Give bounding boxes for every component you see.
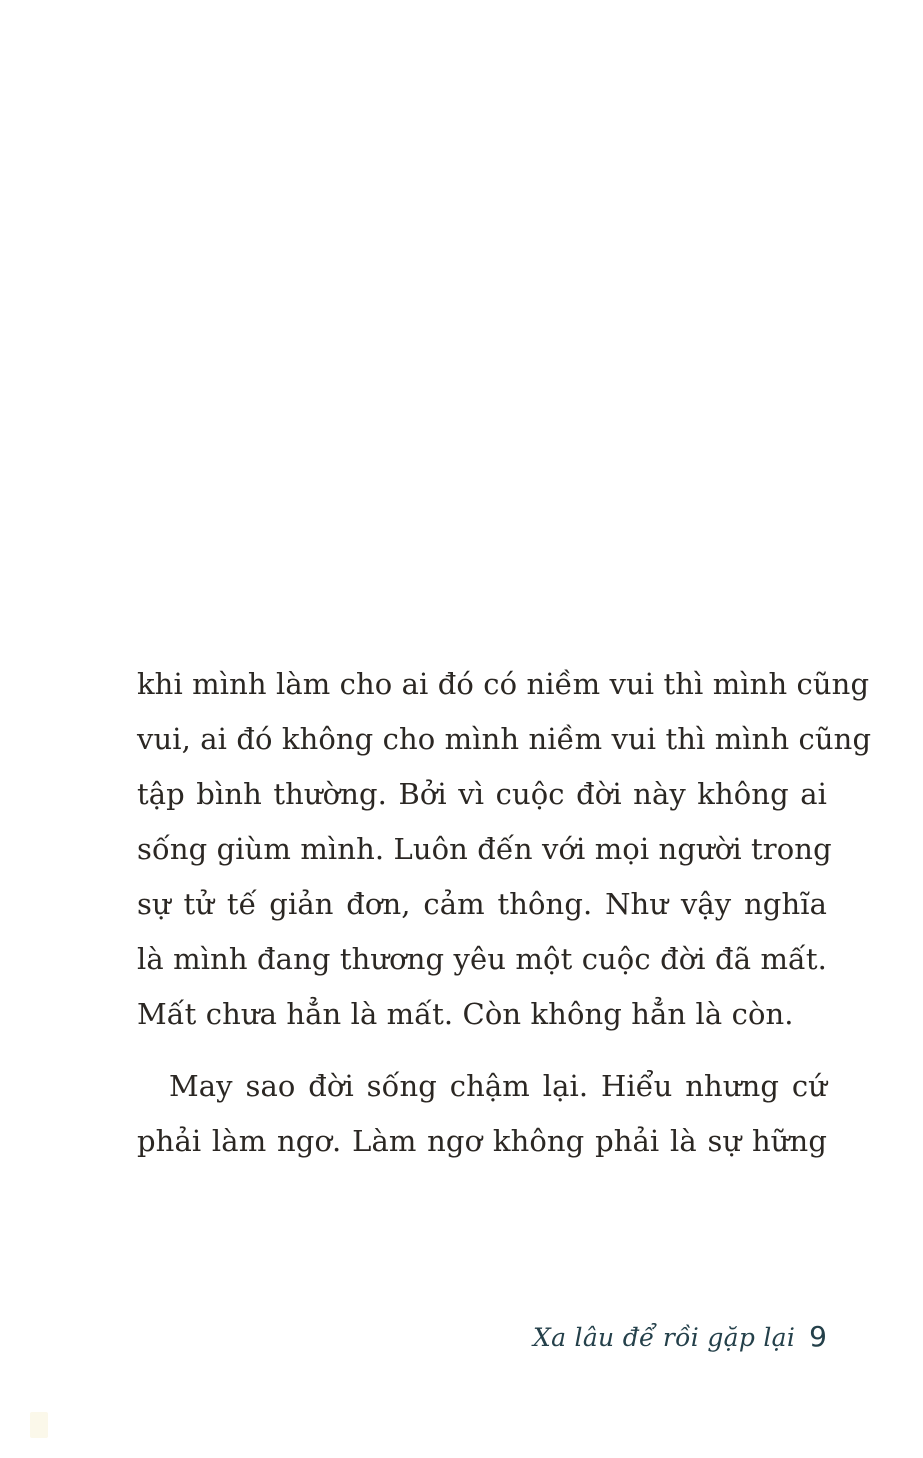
text-line: phải làm ngơ. Làm ngơ không phải là sự hững xyxy=(137,1124,827,1158)
page-number: 9 xyxy=(809,1320,827,1353)
paragraph-break xyxy=(137,1042,827,1059)
text-line: khi mình làm cho ai đó có niềm vui thì mình cũng xyxy=(137,667,870,701)
text-line: sự tử tế giản đơn, cảm thông. Như vậy nghĩa xyxy=(137,887,827,921)
text-line: May sao đời sống chậm lại. Hiểu nhưng cứ xyxy=(169,1069,827,1103)
text-line: tập bình thường. Bởi vì cuộc đời này không ai xyxy=(137,777,827,811)
body-text xyxy=(137,657,872,1169)
text-line: là mình đang thương yêu một cuộc đời đã mất. xyxy=(137,942,827,976)
text-line: Mất chưa hẳn là mất. Còn không hẳn là còn. xyxy=(137,997,794,1031)
running-title: Xa lâu để rồi gặp lại xyxy=(533,1323,796,1352)
page-footer xyxy=(533,1320,827,1353)
paper-speck xyxy=(30,1412,48,1438)
text-line: vui, ai đó không cho mình niềm vui thì mình cũng xyxy=(137,722,872,756)
text-line: sống giùm mình. Luôn đến với mọi người trong xyxy=(137,832,832,866)
